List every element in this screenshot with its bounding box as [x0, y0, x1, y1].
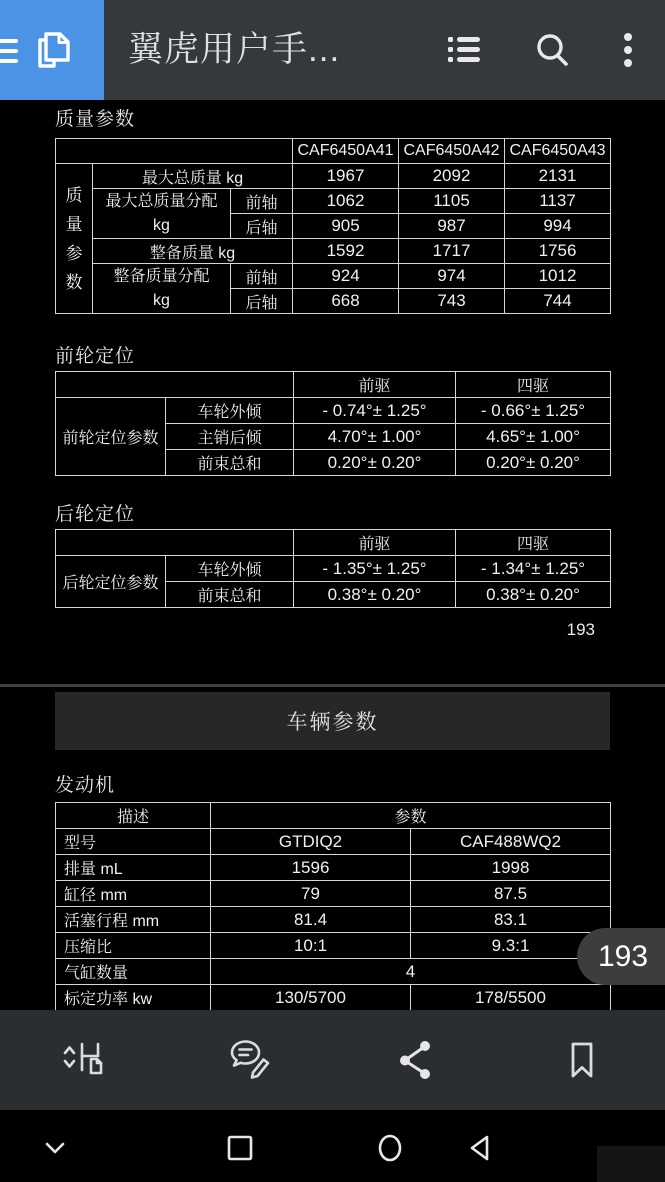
- table-row: [56, 855, 611, 881]
- table-row: [56, 398, 611, 424]
- cell-value: 178/5500: [411, 985, 611, 1011]
- cell-value: 4: [211, 959, 611, 985]
- cell-value: 2131: [505, 164, 611, 189]
- cell-value: 987: [399, 214, 505, 239]
- cell-value: 0.20°± 0.20°: [456, 450, 611, 476]
- cell-value: 130/5700: [211, 985, 411, 1011]
- cell-value: 1012: [505, 264, 611, 289]
- group-label-cell: 质量参数: [56, 164, 93, 314]
- overflow-menu-button[interactable]: [602, 26, 654, 74]
- cell-value: 0.20°± 0.20°: [294, 450, 456, 476]
- row-label: 车轮外倾: [166, 398, 294, 424]
- table-row: [56, 803, 611, 829]
- cell-value: 1596: [211, 855, 411, 881]
- pages-panel-button[interactable]: [0, 0, 104, 100]
- cell-value: 1592: [293, 239, 399, 264]
- view-mode-button[interactable]: [53, 1030, 113, 1090]
- android-nav-bar: [0, 1110, 665, 1182]
- col-header: 四驱: [456, 530, 611, 556]
- bookmark-button[interactable]: [552, 1030, 612, 1090]
- col-header: 描述: [56, 803, 211, 829]
- row-label: 最大总质量 kg: [93, 164, 293, 189]
- front-alignment-table: [55, 371, 611, 476]
- cell-value: 87.5: [411, 881, 611, 907]
- cell-value: 2092: [399, 164, 505, 189]
- mass-parameters-table: [55, 138, 611, 314]
- col-header: 参数: [211, 803, 611, 829]
- row-label: 整备质量 kg: [93, 239, 293, 264]
- cell-value: 0.38°± 0.20°: [294, 582, 456, 608]
- row-label: 型号: [56, 829, 211, 855]
- model-header: CAF6450A42: [399, 139, 505, 164]
- cell-value: - 0.74°± 1.25°: [294, 398, 456, 424]
- table-row: [56, 881, 611, 907]
- table-row: [56, 556, 611, 582]
- group-label-cell: 前轮定位参数: [56, 398, 166, 476]
- row-label: 前束总和: [166, 450, 294, 476]
- cell-value: 905: [293, 214, 399, 239]
- section-heading-front-align: 前轮定位: [55, 346, 136, 367]
- cell-value: 0.38°± 0.20°: [456, 582, 611, 608]
- corner-cell: [56, 530, 294, 556]
- engine-table: [55, 802, 611, 1011]
- menu-icon[interactable]: [0, 33, 18, 69]
- section-heading-engine: 发动机: [55, 775, 116, 796]
- reader-toolbar: [0, 1010, 665, 1110]
- back-button[interactable]: [460, 1128, 500, 1168]
- cell-value: GTDIQ2: [211, 829, 411, 855]
- toc-button[interactable]: [438, 26, 490, 74]
- hide-navbar-button[interactable]: [35, 1128, 75, 1168]
- col-header: 前驱: [294, 530, 456, 556]
- hide-navbar-icon: [38, 1131, 72, 1165]
- search-button[interactable]: [526, 26, 578, 74]
- row-label: 车轮外倾: [166, 556, 294, 582]
- cell-value: - 1.35°± 1.25°: [294, 556, 456, 582]
- cell-value: 10:1: [211, 933, 411, 959]
- axle-label: 后轴: [231, 289, 293, 314]
- cell-value: 974: [399, 264, 505, 289]
- view-mode-icon: [58, 1035, 108, 1085]
- section-heading-mass: 质量参数: [55, 109, 136, 130]
- cell-value: 9.3:1: [411, 933, 611, 959]
- row-label: 前束总和: [166, 582, 294, 608]
- table-row: [56, 372, 611, 398]
- cell-value: 81.4: [211, 907, 411, 933]
- cell-value: 1717: [399, 239, 505, 264]
- cell-value: 668: [293, 289, 399, 314]
- cell-value: 744: [505, 289, 611, 314]
- cell-value: CAF488WQ2: [411, 829, 611, 855]
- annotate-icon: [223, 1034, 275, 1086]
- table-row: [56, 933, 611, 959]
- cell-value: 79: [211, 881, 411, 907]
- cell-value: 1105: [399, 189, 505, 214]
- back-icon: [462, 1130, 498, 1166]
- rear-alignment-table: [55, 529, 611, 608]
- cell-value: 83.1: [411, 907, 611, 933]
- group-label-cell: 后轮定位参数: [56, 556, 166, 608]
- table-row: [56, 139, 611, 164]
- section-heading-rear-align: 后轮定位: [55, 504, 136, 525]
- table-row: [56, 164, 611, 189]
- col-header: 四驱: [456, 372, 611, 398]
- corner-cell: [56, 372, 294, 398]
- table-row: [56, 959, 611, 985]
- annotate-button[interactable]: [219, 1030, 279, 1090]
- cell-value: 994: [505, 214, 611, 239]
- table-row: [56, 985, 611, 1011]
- table-row: [56, 239, 611, 264]
- recent-apps-button[interactable]: [220, 1128, 260, 1168]
- row-label: 排量 mL: [56, 855, 211, 881]
- table-row: [56, 907, 611, 933]
- app-bar: [0, 0, 665, 100]
- row-label: 整备质量分配 kg: [93, 264, 231, 314]
- cell-value: 4.65°± 1.00°: [456, 424, 611, 450]
- search-icon: [530, 28, 574, 72]
- cell-value: 924: [293, 264, 399, 289]
- pages-icon: [30, 26, 78, 74]
- row-label: 压缩比: [56, 933, 211, 959]
- cell-value: 4.70°± 1.00°: [294, 424, 456, 450]
- corner-cell: [56, 139, 293, 164]
- toc-list-icon: [442, 28, 486, 72]
- share-button[interactable]: [386, 1030, 446, 1090]
- cell-value: 1062: [293, 189, 399, 214]
- bookmark-icon: [559, 1037, 605, 1083]
- row-label: 标定功率 kw: [56, 985, 211, 1011]
- table-row: [56, 189, 611, 214]
- document-title: 翼虎用户手...: [128, 30, 341, 69]
- home-button[interactable]: [370, 1128, 410, 1168]
- row-label: 最大总质量分配 kg: [93, 189, 231, 239]
- col-header: 前驱: [294, 372, 456, 398]
- cell-value: - 1.34°± 1.25°: [456, 556, 611, 582]
- cell-value: 1967: [293, 164, 399, 189]
- row-label: 气缸数量: [56, 959, 211, 985]
- page-number: 193: [566, 620, 595, 639]
- recent-apps-icon: [222, 1130, 258, 1166]
- table-row: [56, 264, 611, 289]
- chapter-banner: 车辆参数: [55, 692, 610, 750]
- row-label: 缸径 mm: [56, 881, 211, 907]
- cell-value: 1756: [505, 239, 611, 264]
- model-header: CAF6450A43: [505, 139, 611, 164]
- cell-value: - 0.66°± 1.25°: [456, 398, 611, 424]
- page-indicator-bubble[interactable]: 193: [577, 928, 665, 985]
- screen-artifact: [597, 1146, 665, 1182]
- axle-label: 后轴: [231, 214, 293, 239]
- cell-value: 743: [399, 289, 505, 314]
- model-header: CAF6450A41: [293, 139, 399, 164]
- axle-label: 前轴: [231, 264, 293, 289]
- table-row: [56, 530, 611, 556]
- cell-value: 1137: [505, 189, 611, 214]
- axle-label: 前轴: [231, 189, 293, 214]
- cell-value: 1998: [411, 855, 611, 881]
- home-icon: [372, 1130, 408, 1166]
- share-icon: [392, 1036, 440, 1084]
- table-row: [56, 829, 611, 855]
- page-separator: [0, 684, 665, 687]
- overflow-menu-icon: [608, 28, 648, 72]
- row-label: 主销后倾: [166, 424, 294, 450]
- row-label: 活塞行程 mm: [56, 907, 211, 933]
